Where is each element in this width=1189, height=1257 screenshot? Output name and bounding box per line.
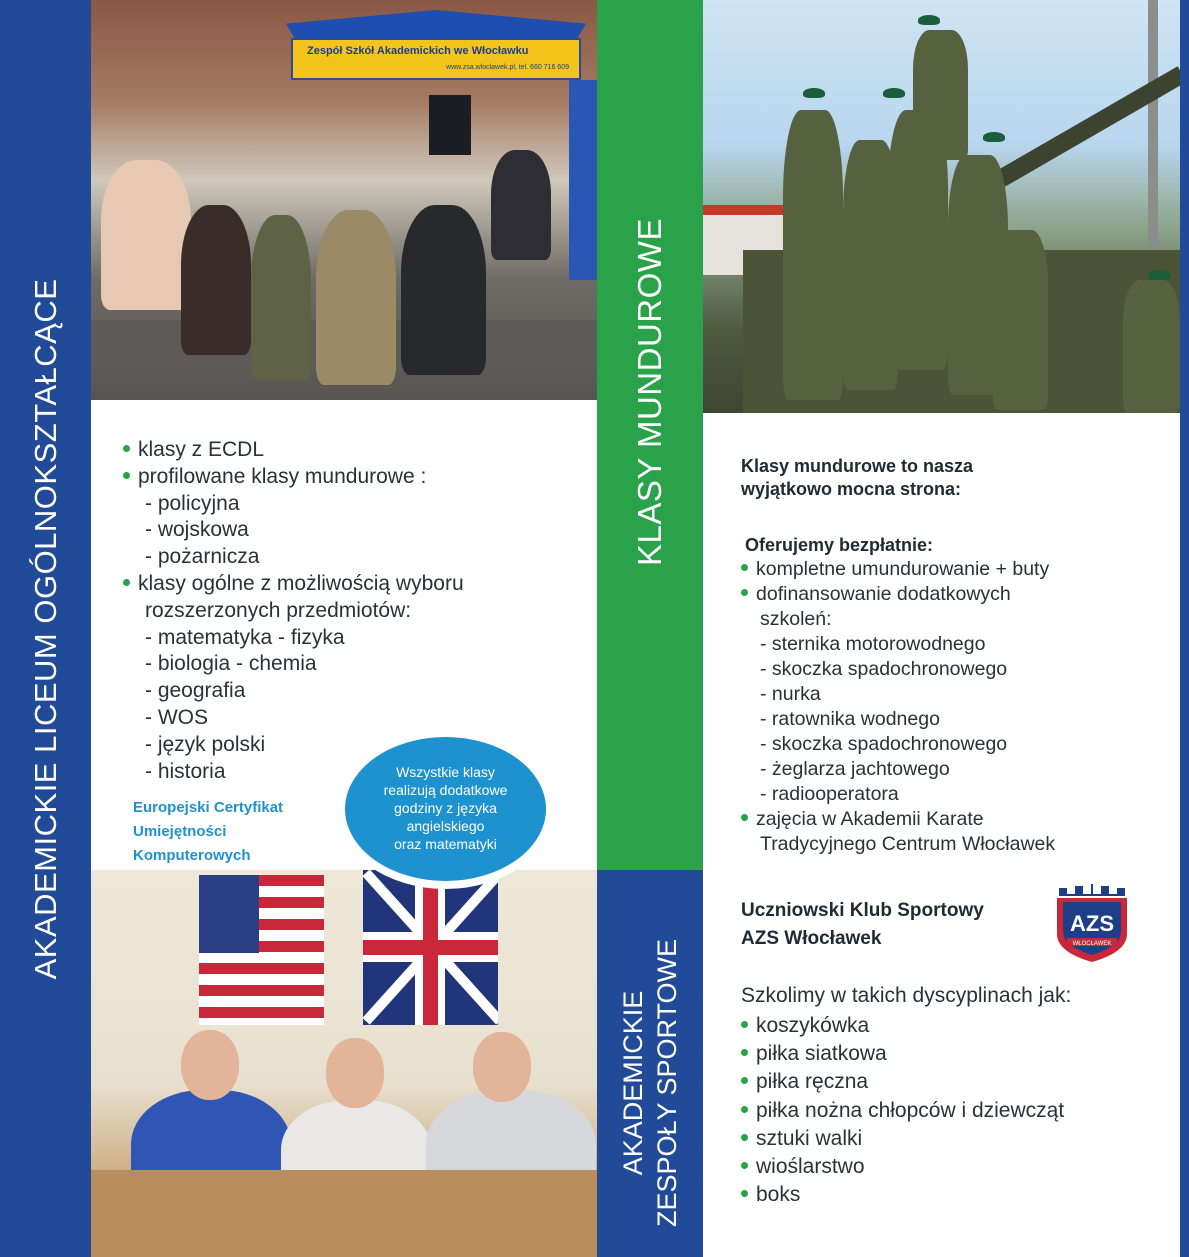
list-item-text: rozszerzonych przedmiotów: [145,598,412,622]
list-item-text: klasy z ECDL [138,438,265,461]
cadet-figure [913,30,968,160]
bullet-icon [741,1134,748,1141]
cadet-figure [1123,280,1180,413]
list-item-text: profilowane klasy mundurowe : [138,464,427,488]
beret [1148,270,1170,280]
list-item [123,678,593,705]
cadets-on-tank-photo [703,0,1180,413]
list-item-text: - WOS [145,705,208,729]
profile-list [123,437,593,785]
uniform-offer-list [741,557,1055,857]
list-item-text: klasy ogólne z możliwością wyboru [138,571,464,595]
list-item-text: szkoleń: [760,608,832,630]
badge-line: Wszystkie klasy [396,764,495,780]
sports-band-line: ZESPOŁY SPORTOWE [652,938,682,1227]
bullet-icon [741,564,748,571]
list-item [741,632,1055,657]
list-item [123,544,593,571]
list-item [741,832,1055,857]
badge-line: oraz matematyki [394,836,497,852]
student-head [326,1038,384,1108]
list-item [123,571,593,598]
beret [918,15,940,25]
badge-line: realizują dodatkowe [383,782,508,798]
list-item-text: - ratownika wodnego [760,708,940,730]
list-item-text: zajęcia w Akademii Karate [756,808,984,830]
list-item-text: - radiooperatora [760,783,899,805]
uniform-heading [741,455,973,501]
bullet-icon [123,579,130,586]
sport-item-text: piłka ręczna [756,1070,869,1094]
sport-item-text: sztuki walki [756,1126,863,1150]
left-side-band [0,0,91,1257]
bullet-icon [741,1077,748,1084]
tent-banner-title: Zespół Szkół Akademickich we Włocławku [307,45,529,57]
sport-item-text: koszykówka [756,1014,870,1037]
tent-banner-subtitle: www.zsa.wloclawek.pl, tel. 660 716 609 [446,64,569,71]
green-band-title: KLASY MUNDUROWE [631,217,668,566]
bullet-icon [123,472,130,479]
tent-banner [291,38,581,80]
cadet-figure [783,110,843,400]
uk-flag [363,870,498,1025]
list-item [741,782,1055,807]
list-item-text: - pożarnicza [145,545,260,569]
usa-flag [199,875,324,1025]
list-item [123,651,593,678]
ecdl-line: Europejski Certyfikat [133,799,284,816]
club-line: AZS Włocławek [741,928,882,949]
list-item-text: - język polski [145,732,266,756]
sport-item-text: piłka nożna chłopców i dziewcząt [756,1098,1065,1122]
list-item [123,598,593,625]
list-item [123,437,593,464]
list-item-text: - żeglarza jachtowego [760,758,950,780]
bullet-icon [741,1021,748,1028]
list-item [123,517,593,544]
badge-line: angielskiego [406,818,485,834]
student-head [181,1030,239,1100]
list-item-text: - skoczka spadochronowego [760,733,1008,755]
uniform-heading-line: Klasy mundurowe to nasza [741,456,974,476]
bullet-icon [741,1162,748,1169]
list-item [123,625,593,652]
tent-screen [429,95,471,155]
bullet-icon [741,1190,748,1197]
list-item [741,607,1055,632]
sport-item [741,1181,1064,1209]
sport-item-text: wioślarstwo [756,1155,865,1179]
list-item-text: - sternika motorowodnego [760,633,986,655]
bullet-icon [741,814,748,821]
sport-item-text: boks [756,1183,801,1207]
bullet-icon [741,1106,748,1113]
cadet-figure [993,230,1048,410]
list-item [123,705,593,732]
offer-title: Oferujemy bezpłatnie: [745,535,934,555]
badge-line: godziny z języka [394,800,497,816]
uniform-classes-band [597,0,703,870]
sport-item [741,1153,1064,1181]
sport-item [741,1125,1064,1153]
list-item-text: dofinansowanie dodatkowych [756,583,1011,605]
list-item-text: - nurka [760,683,821,705]
sport-item [741,1040,1064,1068]
list-item-text: - historia [145,759,226,783]
tent-side-panel [569,80,597,280]
list-item [741,682,1055,707]
azs-logo [1053,882,1131,964]
left-band-title: AKADEMICKIE LICEUM OGÓLNOKSZTAŁCĄCE [27,278,63,979]
list-item [123,491,593,518]
list-item [741,732,1055,757]
sports-band-title [616,939,684,1227]
student-figure [491,150,551,260]
student-figure [401,205,486,375]
sport-item [741,1068,1064,1096]
list-item [741,557,1055,582]
student-figure [316,210,396,385]
list-item-text: - wojskowa [145,518,249,542]
beret [803,88,825,98]
list-item [741,807,1055,832]
uniform-heading-line: wyjątkowo mocna strona: [741,479,962,499]
sports-intro: Szkolimy w takich dyscyplinach jak: [741,984,1072,1007]
list-item [741,707,1055,732]
sport-item-text: piłka siatkowa [756,1042,887,1066]
sports-list [741,1012,1064,1209]
list-item-text: kompletne umundurowanie + buty [756,558,1050,580]
language-class-photo [91,870,597,1257]
list-item-text: - biologia - chemia [145,652,317,676]
student-figure [101,160,191,310]
ecdl-line: Komputerowych [133,847,251,864]
sports-band-line: AKADEMICKIE [618,990,648,1176]
logo-text: AZS [1070,911,1114,936]
bullet-icon [123,445,130,452]
list-item-text: - policyjna [145,491,240,515]
club-line: Uczniowski Klub Sportowy [741,900,984,921]
bullet-icon [741,1049,748,1056]
list-item-text: - geografia [145,679,246,703]
list-item [741,757,1055,782]
beret [883,88,905,98]
ecdl-line: Umiejętności [133,823,227,840]
sport-item [741,1097,1064,1125]
student-head [473,1032,531,1102]
school-fair-photo [91,0,597,400]
ecdl-note [133,796,283,868]
sport-item [741,1012,1064,1040]
list-item-text: - matematyka - fizyka [145,625,345,649]
student-figure [181,205,251,355]
list-item [123,464,593,491]
list-item-text: - skoczka spadochronowego [760,658,1008,680]
extra-hours-badge [337,729,554,889]
list-item [741,657,1055,682]
right-edge-band [1180,0,1189,1257]
logo-subtext: WŁOCŁAWEK [1072,941,1112,947]
bullet-icon [741,589,748,596]
list-item [741,582,1055,607]
student-figure [251,215,311,380]
sports-teams-band [597,870,703,1257]
list-item-text: Tradycyjnego Centrum Włocławek [760,833,1056,855]
desk [91,1170,597,1257]
sports-club-name [741,897,984,953]
beret [983,132,1005,142]
